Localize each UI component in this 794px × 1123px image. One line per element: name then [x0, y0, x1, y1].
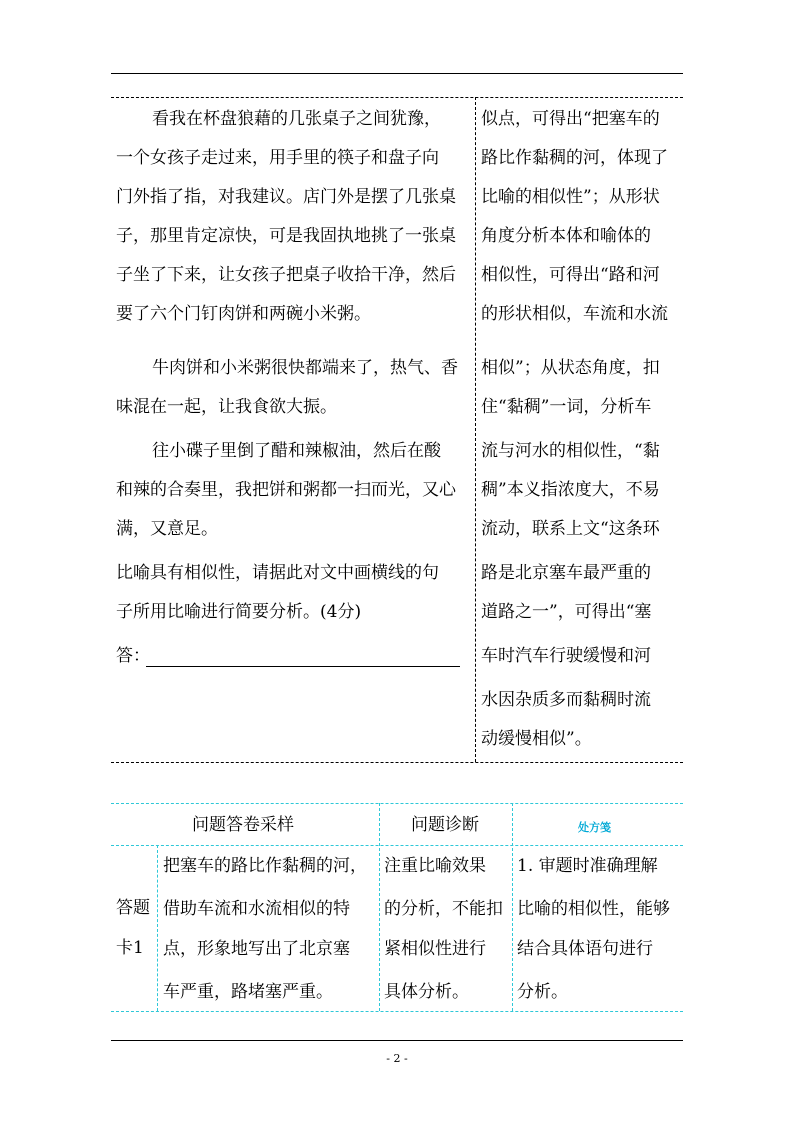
- analysis-line: 水因杂质多而黏稠时流: [481, 690, 651, 710]
- column-divider: [475, 97, 476, 762]
- passage-line: 满，又意足。: [116, 519, 218, 539]
- sample-line: 点，形象地写出了北京塞: [163, 939, 350, 959]
- analysis-line: 流动，联系上文“这条环: [481, 519, 660, 539]
- sample-line: 借助车流和水流相似的特: [163, 899, 350, 919]
- table-border-bottom: [111, 1011, 683, 1012]
- footer-rule: [111, 1040, 683, 1041]
- table-header-border: [111, 845, 683, 846]
- analysis-line: 路是北京塞车最严重的: [481, 563, 651, 583]
- example-frame-bottom: [111, 762, 683, 763]
- passage-line: 子坐了下来，让女孩子把桌子收拾干净，然后: [116, 265, 456, 285]
- passage-line: 看我在杯盘狼藉的几张桌子之间犹豫，: [152, 109, 441, 129]
- analysis-line: 路比作黏稠的河，体现了: [481, 148, 668, 168]
- page-number: - 2 -: [386, 1052, 408, 1065]
- answer-blank-line: [146, 666, 460, 667]
- passage-line: 要了六个门钉肉饼和两碗小米粥。: [116, 304, 371, 324]
- prescription-line: 分析。: [517, 982, 568, 1002]
- row-label: 卡1: [116, 938, 144, 958]
- analysis-line: 比喻的相似性”；从形状: [481, 187, 660, 207]
- diagnosis-line: 紧相似性进行: [384, 939, 486, 959]
- analysis-line: 角度分析本体和喻体的: [481, 226, 651, 246]
- header-sample: 问题答卷采样: [192, 815, 294, 835]
- sample-line: 把塞车的路比作黏稠的河，: [163, 856, 367, 876]
- analysis-line: 住“黏稠”一词，分析车: [481, 397, 652, 417]
- analysis-line: 相似性，可得出“路和河: [481, 265, 660, 285]
- question-line: 比喻具有相似性，请据此对文中画横线的句: [116, 563, 439, 583]
- table-col-divider: [379, 803, 380, 1011]
- diagnosis-line: 注重比喻效果: [384, 856, 486, 876]
- prescription-line: 1. 审题时准确理解: [517, 856, 658, 876]
- diagnosis-line: 具体分析。: [384, 982, 469, 1002]
- analysis-line: 似点，可得出“把塞车的: [481, 109, 660, 129]
- analysis-line: 车时汽车行驶缓慢和河: [481, 646, 651, 666]
- analysis-line: 流与河水的相似性，“黏: [481, 441, 660, 461]
- question-line: 子所用比喻进行简要分析。(4分): [116, 602, 362, 622]
- header-diagnosis: 问题诊断: [411, 815, 479, 835]
- table-border-top: [111, 803, 683, 804]
- passage-line: 一个女孩子走过来，用手里的筷子和盘子向: [116, 148, 439, 168]
- passage-line: 牛肉饼和小米粥很快都端来了，热气、香: [152, 358, 458, 378]
- analysis-line: 动缓慢相似”。: [481, 729, 592, 749]
- passage-line: 味混在一起，让我食欲大振。: [116, 397, 337, 417]
- prescription-line: 比喻的相似性，能够: [517, 899, 670, 919]
- analysis-line: 相似”；从状态角度，扣: [481, 358, 660, 378]
- passage-line: 门外指了指，对我建议。店门外是摆了几张桌: [116, 187, 456, 207]
- diagnosis-line: 的分析，不能扣: [384, 899, 503, 919]
- row-label: 答题: [116, 898, 150, 918]
- example-frame-top: [111, 97, 683, 98]
- header-prescription-link[interactable]: 处方笺: [578, 821, 611, 834]
- analysis-line: 稠”本义指浓度大，不易: [481, 480, 660, 500]
- analysis-line: 道路之一”，可得出“塞: [481, 602, 652, 622]
- table-col-divider: [157, 845, 158, 1011]
- table-col-divider: [512, 803, 513, 1011]
- header-rule: [111, 73, 683, 74]
- passage-line: 往小碟子里倒了醋和辣椒油，然后在酸: [152, 441, 441, 461]
- analysis-line: 的形状相似，车流和水流: [481, 304, 668, 324]
- sample-line: 车严重，路堵塞严重。: [163, 982, 333, 1002]
- passage-line: 和辣的合奏里，我把饼和粥都一扫而光，又心: [116, 480, 456, 500]
- answer-label: 答：: [116, 646, 150, 666]
- passage-line: 子，那里肯定凉快，可是我固执地挑了一张桌: [116, 226, 456, 246]
- prescription-line: 结合具体语句进行: [517, 939, 653, 959]
